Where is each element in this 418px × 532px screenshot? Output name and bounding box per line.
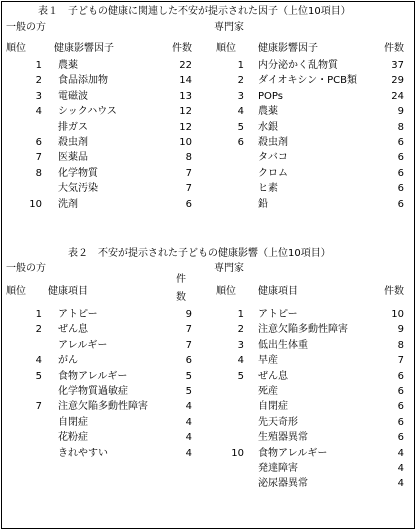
count-cell: 6	[397, 432, 404, 444]
rank-cell: 4	[35, 355, 42, 367]
rank-cell: 1	[237, 60, 244, 71]
rank-cell: 10	[29, 198, 42, 210]
count-cell: 6	[185, 198, 192, 210]
table1-title: 表１ 子どもの健康に関連した不安が提示された因子（上位10項目）	[38, 6, 351, 17]
document-frame	[1, 1, 415, 529]
count-cell: 9	[185, 309, 192, 320]
table1-right-group: 専門家	[214, 22, 244, 33]
table2-left-rank-header: 順位	[6, 286, 26, 297]
count-cell: 7	[185, 183, 192, 195]
count-cell: 4	[397, 478, 404, 490]
count-cell: 7	[185, 324, 192, 336]
item-cell: アレルギー	[58, 339, 108, 351]
count-cell: 10	[391, 309, 404, 320]
table2-right-group: 専門家	[214, 263, 244, 274]
item-cell: 低出生体重	[258, 339, 308, 351]
item-cell: 農薬	[258, 106, 278, 118]
rank-cell: 2	[35, 324, 42, 336]
count-cell: 10	[179, 137, 192, 148]
item-cell: がん	[58, 355, 78, 367]
rank-cell: 4	[35, 106, 42, 118]
rank-cell: 3	[237, 90, 244, 102]
table1-right-item-header: 健康影響因子	[258, 43, 318, 54]
rank-cell: 1	[35, 309, 42, 320]
item-cell: 泌尿器異常	[258, 478, 308, 490]
count-cell: 4	[185, 432, 192, 444]
item-cell: 注意欠陥多動性障害	[58, 401, 148, 413]
item-cell: アトピー	[58, 309, 98, 320]
count-cell: 8	[397, 121, 404, 133]
rank-cell: 4	[237, 106, 244, 118]
count-cell: 6	[397, 183, 404, 195]
table1-left-count-header: 件数	[172, 43, 192, 54]
rank-cell: 6	[35, 137, 42, 148]
count-cell: 14	[179, 75, 192, 87]
item-cell: 水銀	[258, 121, 278, 133]
item-cell: 生殖器異常	[258, 432, 308, 444]
item-cell: 食品添加物	[58, 75, 108, 87]
count-cell: 4	[397, 447, 404, 459]
item-cell: 花粉症	[58, 432, 88, 444]
rank-cell: 5	[237, 370, 244, 382]
count-cell: 4	[397, 463, 404, 474]
count-cell: 6	[397, 416, 404, 428]
rank-cell: 7	[35, 152, 42, 164]
item-cell: 死産	[258, 386, 278, 397]
count-cell: 22	[179, 60, 192, 71]
table2-right-item-header: 健康項目	[258, 286, 298, 297]
rank-cell: 7	[35, 401, 42, 413]
item-cell: 自閉症	[258, 401, 288, 413]
count-cell: 6	[397, 152, 404, 164]
count-cell: 4	[185, 447, 192, 459]
count-cell: 6	[397, 370, 404, 382]
item-cell: 農薬	[58, 60, 78, 71]
rank-cell: 10	[231, 447, 244, 459]
item-cell: 自閉症	[58, 416, 88, 428]
rank-cell: 6	[237, 137, 244, 148]
item-cell: 注意欠陥多動性障害	[258, 324, 348, 336]
table2-left-item-header: 健康項目	[48, 286, 88, 297]
rank-cell: 8	[35, 167, 42, 179]
count-cell: 13	[179, 90, 192, 102]
item-cell: タバコ	[258, 152, 288, 164]
item-cell: ダイオキシン・PCB類	[258, 75, 358, 87]
item-cell: きれやすい	[58, 447, 108, 459]
count-cell: 29	[391, 75, 404, 87]
count-cell: 6	[397, 386, 404, 397]
rank-cell: 4	[237, 355, 244, 367]
rank-cell: 3	[35, 90, 42, 102]
count-cell: 6	[397, 137, 404, 148]
count-cell: 9	[397, 324, 404, 336]
table2-left-count-header-line1: 件	[176, 274, 186, 285]
rank-cell: 2	[237, 324, 244, 336]
table1-left-item-header: 健康影響因子	[54, 43, 114, 54]
item-cell: 先天奇形	[258, 416, 298, 428]
item-cell: 化学物質	[58, 167, 98, 179]
item-cell: 大気汚染	[58, 183, 98, 195]
count-cell: 6	[397, 167, 404, 179]
table1-left-rank-header: 順位	[6, 43, 26, 54]
item-cell: 排ガス	[58, 121, 88, 133]
count-cell: 8	[185, 152, 192, 164]
count-cell: 12	[179, 106, 192, 118]
table1-right-count-header: 件数	[384, 43, 404, 54]
count-cell: 9	[397, 106, 404, 118]
item-cell: 洗剤	[58, 198, 78, 210]
item-cell: ぜん息	[58, 324, 88, 336]
item-cell: 発達障害	[258, 463, 298, 474]
item-cell: 食物アレルギー	[258, 447, 328, 459]
count-cell: 6	[397, 198, 404, 210]
count-cell: 8	[397, 339, 404, 351]
rank-cell: 2	[35, 75, 42, 87]
count-cell: 4	[185, 401, 192, 413]
item-cell: 電磁波	[58, 90, 88, 102]
item-cell: ヒ素	[258, 183, 278, 195]
table1-right-rank-header: 順位	[216, 43, 236, 54]
table2-right-count-header: 件数	[384, 286, 404, 297]
item-cell: 殺虫剤	[258, 137, 288, 148]
table2-right-rank-header: 順位	[216, 286, 236, 297]
count-cell: 7	[397, 355, 404, 367]
rank-cell: 1	[237, 309, 244, 320]
count-cell: 12	[179, 121, 192, 133]
rank-cell: 5	[35, 370, 42, 382]
item-cell: クロム	[258, 167, 288, 179]
count-cell: 4	[185, 416, 192, 428]
item-cell: POPs	[258, 90, 283, 102]
item-cell: アトピー	[258, 309, 298, 320]
table2-left-count-header-line2: 数	[176, 292, 186, 303]
count-cell: 7	[185, 339, 192, 351]
table2-title: 表２ 不安が提示された子どもの健康影響（上位10項目）	[68, 248, 331, 259]
count-cell: 37	[391, 60, 404, 71]
item-cell: シックハウス	[58, 106, 117, 118]
rank-cell: 5	[237, 121, 244, 133]
table2-left-group: 一般の方	[6, 263, 46, 274]
count-cell: 7	[185, 167, 192, 179]
count-cell: 6	[397, 401, 404, 413]
rank-cell: 3	[237, 339, 244, 351]
item-cell: 鉛	[258, 198, 268, 210]
item-cell: 医薬品	[58, 152, 88, 164]
item-cell: ぜん息	[258, 370, 288, 382]
item-cell: 内分泌かく乱物質	[258, 60, 338, 71]
rank-cell: 2	[237, 75, 244, 87]
item-cell: 早産	[258, 355, 278, 367]
rank-cell: 1	[35, 60, 42, 71]
item-cell: 化学物質過敏症	[58, 386, 128, 397]
count-cell: 5	[185, 370, 192, 382]
count-cell: 24	[391, 90, 404, 102]
count-cell: 6	[185, 355, 192, 367]
item-cell: 殺虫剤	[58, 137, 88, 148]
table1-left-group: 一般の方	[6, 22, 46, 33]
item-cell: 食物アレルギー	[58, 370, 128, 382]
count-cell: 5	[185, 386, 192, 397]
